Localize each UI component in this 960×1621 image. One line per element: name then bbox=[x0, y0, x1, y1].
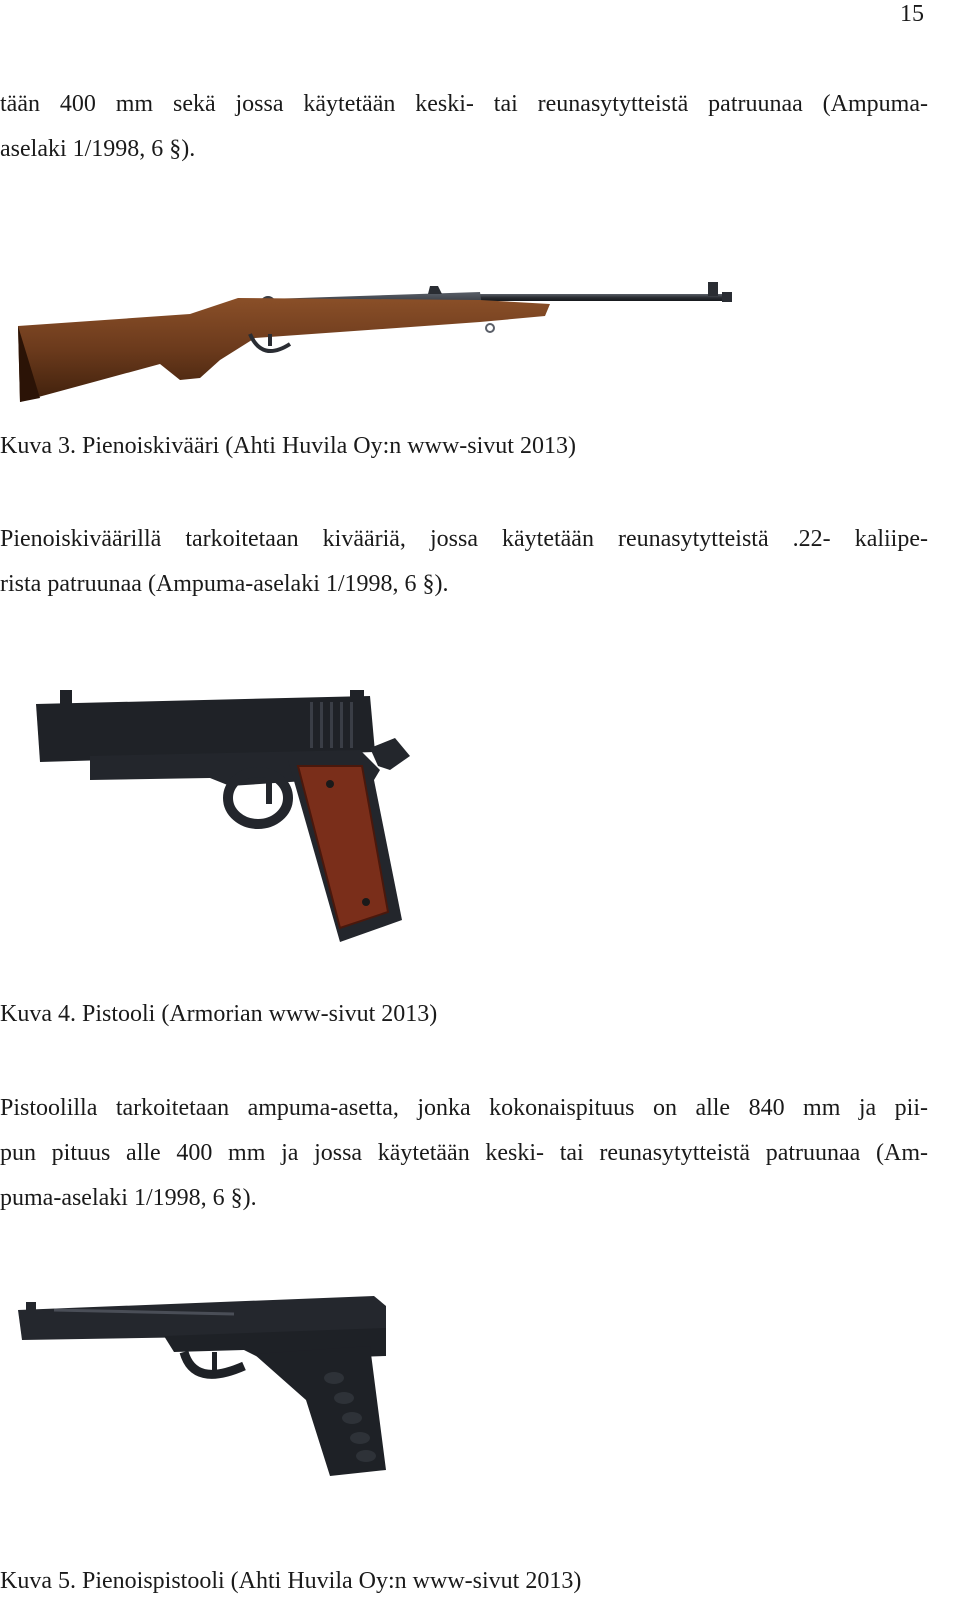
rifle-paragraph bbox=[0, 517, 928, 607]
rifle-image bbox=[10, 278, 740, 413]
pistol-paragraph bbox=[0, 1086, 928, 1221]
paragraph-line: rista patruunaa (Ampuma-aselaki 1/1998, 6 §). bbox=[0, 571, 449, 597]
paragraph-line: pun pituus alle 400 mm ja jossa käytetään keski- tai reunasytytteistä patruunaa (Am- bbox=[0, 1140, 928, 1166]
paragraph-line: tään 400 mm sekä jossa käytetään keski- tai reunasytytteistä patruunaa (Ampuma- bbox=[0, 91, 928, 117]
figure3-caption: Kuva 3. Pienoiskivääri (Ahti Huvila Oy:n www-sivut 2013) bbox=[0, 433, 576, 459]
pistol-image bbox=[30, 690, 415, 952]
paragraph-line: aselaki 1/1998, 6 §). bbox=[0, 136, 196, 162]
sport-pistol-image bbox=[14, 1288, 394, 1478]
paragraph-line: Pistoolilla tarkoitetaan ampuma-asetta, jonka kokonaispituus on alle 840 mm ja pii- bbox=[0, 1095, 928, 1121]
figure4-caption: Kuva 4. Pistooli (Armorian www-sivut 2013) bbox=[0, 1001, 438, 1027]
paragraph-line: Pienoiskiväärillä tarkoitetaan kivääriä, jossa käytetään reunasytytteistä .22- kaliipe- bbox=[0, 526, 928, 552]
paragraph-line: puma-aselaki 1/1998, 6 §). bbox=[0, 1185, 257, 1211]
figure5-caption: Kuva 5. Pienoispistooli (Ahti Huvila Oy:n www-sivut 2013) bbox=[0, 1568, 582, 1594]
page-number: 15 bbox=[900, 1, 924, 27]
intro-paragraph bbox=[0, 82, 928, 172]
